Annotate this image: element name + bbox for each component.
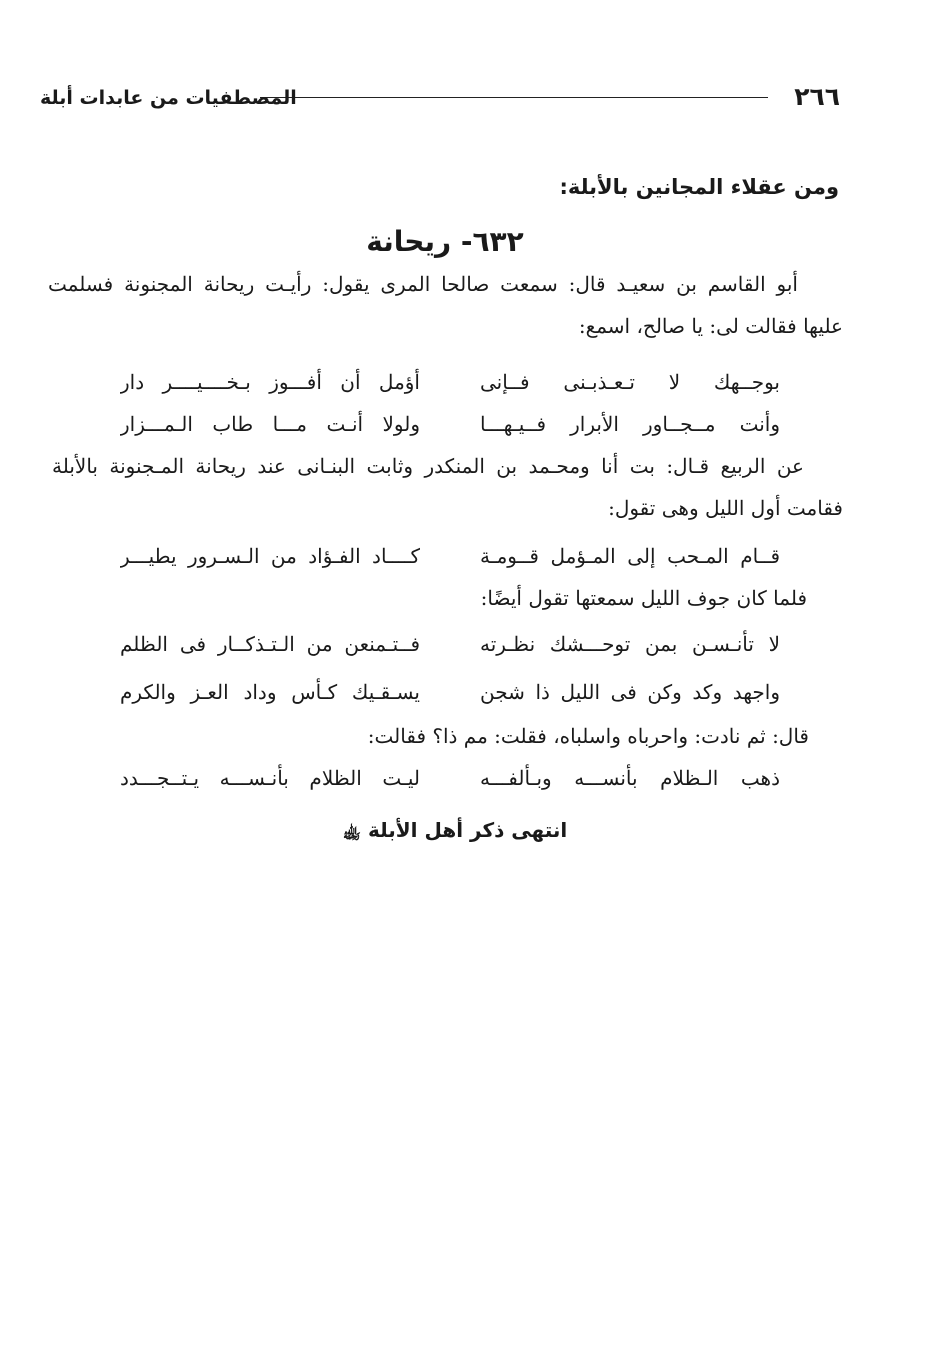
paragraph-line: قال: ثم نادت: واحرباه واسلباه، فقلت: مم ذا؟ فقالت: <box>367 724 809 748</box>
paragraph-line: عن الربيع قـال: بت أنا ومحـمد بن المنكدر وثابت البنـانى عند ريحانة المـجنونة بالأبلة <box>52 454 804 478</box>
running-title: المصطفيات من عابدات أبلة <box>40 87 297 109</box>
paragraph-line: عليها فقالت لى: يا صالح، اسمع: <box>578 314 843 338</box>
verse-second-hemistich: يسـقـيك كـأس وداد العـز والكرم <box>120 680 420 704</box>
verse-first-hemistich: وأنت مــجــاور الأبرار فــيـهـــا <box>480 412 780 436</box>
verse-line <box>120 674 780 710</box>
paragraph-line: أبو القاسم بن سعيـد قال: سمعت صالحا المرى يقول: رأيـت ريحانة المجنونة فسلمت <box>48 272 798 296</box>
closing-line: انتهى ذكر أهل الأبلة ﵀ <box>342 818 568 842</box>
verse-first-hemistich: بوجــهك لا تـعـذبـنى فــإنى <box>480 370 780 394</box>
verse-second-hemistich: أؤمل أن أفـــوز بـخــــيــــر دار <box>120 370 420 394</box>
running-header <box>40 82 840 114</box>
verse-first-hemistich: قــام المـحب إلى المـؤمل قــومـة <box>480 544 780 568</box>
verse-line <box>120 406 780 442</box>
verse-first-hemistich: واجهد وكد وكن فى الليل ذا شجن <box>480 680 780 704</box>
verse-line <box>120 364 780 400</box>
verse-line <box>120 538 780 574</box>
verse-first-hemistich: لا تأنـسـن بمن توحـــشك نظـرته <box>480 632 780 656</box>
verse-line <box>120 626 780 662</box>
entry-title: ٦٣٢- ريحانة <box>366 225 524 258</box>
paragraph-line: فلما كان جوف الليل سمعتها تقول أيضًا: <box>480 586 807 610</box>
verse-second-hemistich: فــتـمنعن من الـتـذكــار فى الظلم <box>120 632 420 656</box>
header-rule <box>260 97 768 98</box>
verse-first-hemistich: ذهب الـظلام بأنســـه وبـألفـــه <box>480 766 780 790</box>
verse-second-hemistich: كــــاد الفـؤاد من الـسـرور يطيـــر <box>120 544 420 568</box>
verse-second-hemistich: ولولا أنـت مـــا طاب الـمـــزار <box>120 412 420 436</box>
page-number: ٢٦٦ <box>794 82 840 111</box>
verse-second-hemistich: ليـت الظلام بأنـســـه يـتــجـــدد <box>120 766 420 790</box>
verse-line <box>120 760 780 796</box>
paragraph-line: فقامت أول الليل وهى تقول: <box>608 496 843 520</box>
section-subtitle: ومن عقلاء المجانين بالأبلة: <box>559 175 839 199</box>
